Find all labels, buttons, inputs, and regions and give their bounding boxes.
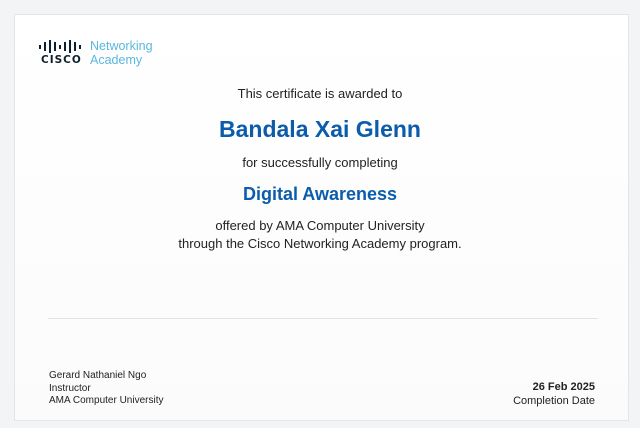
cisco-bridge-logo-icon — [38, 40, 86, 53]
completion-date-label: Completion Date — [513, 395, 595, 407]
cisco-networking-academy-logo — [38, 40, 168, 70]
logo-line-networking: Networking — [90, 39, 153, 53]
completing-text: for successfully completing — [242, 155, 398, 170]
divider — [48, 318, 598, 319]
program-text: through the Cisco Networking Academy program. — [178, 236, 462, 251]
instructor-name: Gerard Nathaniel Ngo — [49, 370, 147, 381]
networking-academy-text — [90, 39, 153, 67]
awarded-to-text: This certificate is awarded to — [237, 86, 403, 101]
logo-line-academy: Academy — [90, 53, 143, 67]
instructor-block — [49, 370, 163, 408]
course-name: Digital Awareness — [242, 184, 398, 204]
instructor-institution: AMA Computer University — [49, 395, 164, 406]
cisco-wordmark: CISCO — [41, 54, 82, 66]
instructor-role: Instructor — [49, 382, 91, 394]
recipient-name: Bandala Xai Glenn — [219, 116, 421, 142]
completion-date-block — [513, 380, 595, 408]
completion-date: 26 Feb 2025 — [532, 381, 595, 393]
offered-by-text: offered by AMA Computer University — [215, 218, 425, 233]
